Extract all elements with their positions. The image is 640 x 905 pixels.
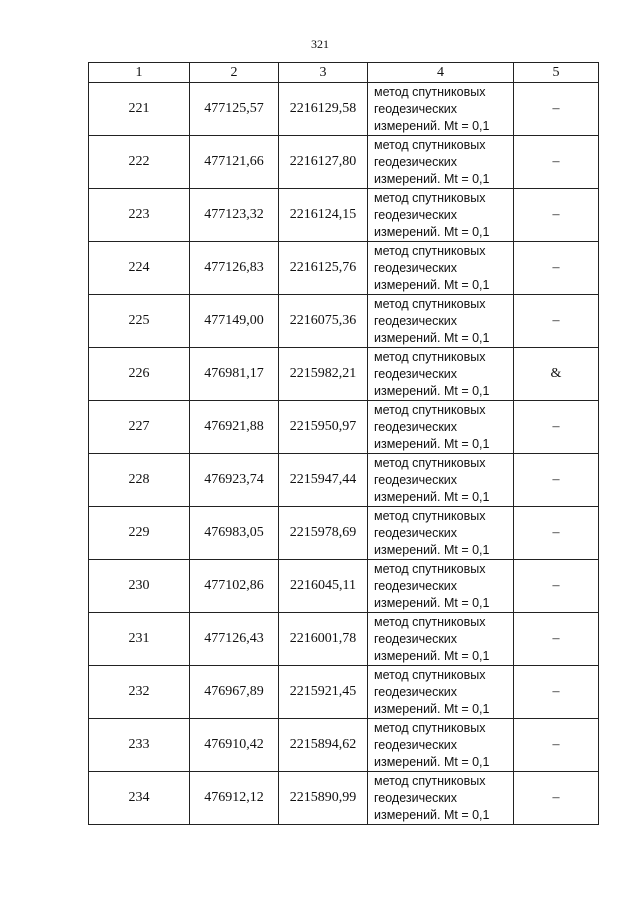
x-coordinate-cell: 476967,89 (190, 666, 279, 719)
method-line: измерений. Mt = 0,1 (374, 436, 490, 451)
method-line: метод спутниковых (374, 561, 486, 576)
x-coordinate-cell: 477126,83 (190, 242, 279, 295)
y-coordinate-cell: 2216001,78 (279, 613, 368, 666)
x-coordinate-cell: 477126,43 (190, 613, 279, 666)
column-header: 1 (89, 63, 190, 83)
method-line: измерений. Mt = 0,1 (374, 489, 490, 504)
method-line: геодезических (374, 525, 458, 540)
method-line: метод спутниковых (374, 402, 486, 417)
method-line: метод спутниковых (374, 720, 486, 735)
mark-cell: – (514, 507, 599, 560)
y-coordinate-cell: 2215982,21 (279, 348, 368, 401)
point-number-cell: 229 (89, 507, 190, 560)
x-coordinate-cell: 476921,88 (190, 401, 279, 454)
y-coordinate-cell: 2215947,44 (279, 454, 368, 507)
table-header-row (89, 63, 599, 83)
method-line: измерений. Mt = 0,1 (374, 595, 490, 610)
method-line: измерений. Mt = 0,1 (374, 277, 490, 292)
x-coordinate-cell: 476923,74 (190, 454, 279, 507)
column-header: 3 (279, 63, 368, 83)
y-coordinate-cell: 2215890,99 (279, 772, 368, 825)
y-coordinate-cell: 2216127,80 (279, 136, 368, 189)
method-cell (368, 242, 514, 295)
y-coordinate-cell: 2216075,36 (279, 295, 368, 348)
method-cell (368, 401, 514, 454)
x-coordinate-cell: 476912,12 (190, 772, 279, 825)
point-number-cell: 233 (89, 719, 190, 772)
method-line: метод спутниковых (374, 455, 486, 470)
method-line: геодезических (374, 313, 458, 328)
method-line: измерений. Mt = 0,1 (374, 754, 490, 769)
table-row (89, 401, 599, 454)
mark-cell: – (514, 772, 599, 825)
point-number-cell: 221 (89, 83, 190, 136)
page-number: 321 (311, 37, 329, 51)
method-cell (368, 719, 514, 772)
x-coordinate-cell: 476910,42 (190, 719, 279, 772)
table-row (89, 242, 599, 295)
x-coordinate-cell: 476981,17 (190, 348, 279, 401)
y-coordinate-cell: 2215921,45 (279, 666, 368, 719)
method-cell (368, 189, 514, 242)
method-line: измерений. Mt = 0,1 (374, 542, 490, 557)
method-line: метод спутниковых (374, 243, 486, 258)
point-number-cell: 231 (89, 613, 190, 666)
method-cell (368, 454, 514, 507)
x-coordinate-cell: 477125,57 (190, 83, 279, 136)
method-cell (368, 136, 514, 189)
mark-cell: – (514, 189, 599, 242)
mark-cell: – (514, 136, 599, 189)
point-number-cell: 232 (89, 666, 190, 719)
y-coordinate-cell: 2216125,76 (279, 242, 368, 295)
table-row (89, 666, 599, 719)
method-line: геодезических (374, 737, 458, 752)
method-line: измерений. Mt = 0,1 (374, 330, 490, 345)
mark-cell: – (514, 401, 599, 454)
method-cell (368, 666, 514, 719)
mark-cell: – (514, 613, 599, 666)
method-line: геодезических (374, 154, 458, 169)
table-row (89, 83, 599, 136)
method-line: метод спутниковых (374, 508, 486, 523)
coordinates-table (88, 62, 599, 825)
table-row (89, 348, 599, 401)
method-line: геодезических (374, 207, 458, 222)
y-coordinate-cell: 2216124,15 (279, 189, 368, 242)
column-header: 5 (514, 63, 599, 83)
mark-cell: & (514, 348, 599, 401)
method-cell (368, 83, 514, 136)
table-row (89, 772, 599, 825)
method-cell (368, 295, 514, 348)
point-number-cell: 227 (89, 401, 190, 454)
method-line: геодезических (374, 684, 458, 699)
method-line: геодезических (374, 419, 458, 434)
method-cell (368, 507, 514, 560)
mark-cell: – (514, 454, 599, 507)
mark-cell: – (514, 83, 599, 136)
method-line: геодезических (374, 578, 458, 593)
y-coordinate-cell: 2215950,97 (279, 401, 368, 454)
method-line: метод спутниковых (374, 773, 486, 788)
table-row (89, 613, 599, 666)
table-row (89, 454, 599, 507)
table-row (89, 507, 599, 560)
method-line: измерений. Mt = 0,1 (374, 648, 490, 663)
method-line: измерений. Mt = 0,1 (374, 171, 490, 186)
mark-cell: – (514, 242, 599, 295)
x-coordinate-cell: 476983,05 (190, 507, 279, 560)
mark-cell: – (514, 295, 599, 348)
point-number-cell: 223 (89, 189, 190, 242)
y-coordinate-cell: 2216045,11 (279, 560, 368, 613)
table-row (89, 136, 599, 189)
mark-cell: – (514, 719, 599, 772)
method-line: геодезических (374, 260, 458, 275)
method-line: измерений. Mt = 0,1 (374, 118, 490, 133)
method-cell (368, 772, 514, 825)
point-number-cell: 228 (89, 454, 190, 507)
method-line: метод спутниковых (374, 84, 486, 99)
method-cell (368, 560, 514, 613)
point-number-cell: 234 (89, 772, 190, 825)
mark-cell: – (514, 666, 599, 719)
method-line: геодезических (374, 101, 458, 116)
table-row (89, 189, 599, 242)
method-line: измерений. Mt = 0,1 (374, 383, 490, 398)
method-line: метод спутниковых (374, 296, 486, 311)
column-header: 4 (368, 63, 514, 83)
method-line: измерений. Mt = 0,1 (374, 701, 490, 716)
table-row (89, 295, 599, 348)
point-number-cell: 230 (89, 560, 190, 613)
x-coordinate-cell: 477123,32 (190, 189, 279, 242)
method-line: геодезических (374, 790, 458, 805)
method-line: метод спутниковых (374, 614, 486, 629)
method-line: геодезических (374, 472, 458, 487)
y-coordinate-cell: 2215978,69 (279, 507, 368, 560)
method-line: метод спутниковых (374, 190, 486, 205)
y-coordinate-cell: 2215894,62 (279, 719, 368, 772)
x-coordinate-cell: 477102,86 (190, 560, 279, 613)
method-line: измерений. Mt = 0,1 (374, 807, 490, 822)
x-coordinate-cell: 477149,00 (190, 295, 279, 348)
method-line: геодезических (374, 366, 458, 381)
table-body (89, 83, 599, 825)
method-line: геодезических (374, 631, 458, 646)
point-number-cell: 225 (89, 295, 190, 348)
y-coordinate-cell: 2216129,58 (279, 83, 368, 136)
method-cell (368, 348, 514, 401)
point-number-cell: 222 (89, 136, 190, 189)
table-row (89, 719, 599, 772)
column-header: 2 (190, 63, 279, 83)
point-number-cell: 224 (89, 242, 190, 295)
method-cell (368, 613, 514, 666)
method-line: метод спутниковых (374, 349, 486, 364)
mark-cell: – (514, 560, 599, 613)
point-number-cell: 226 (89, 348, 190, 401)
x-coordinate-cell: 477121,66 (190, 136, 279, 189)
table-row (89, 560, 599, 613)
method-line: метод спутниковых (374, 667, 486, 682)
method-line: измерений. Mt = 0,1 (374, 224, 490, 239)
method-line: метод спутниковых (374, 137, 486, 152)
